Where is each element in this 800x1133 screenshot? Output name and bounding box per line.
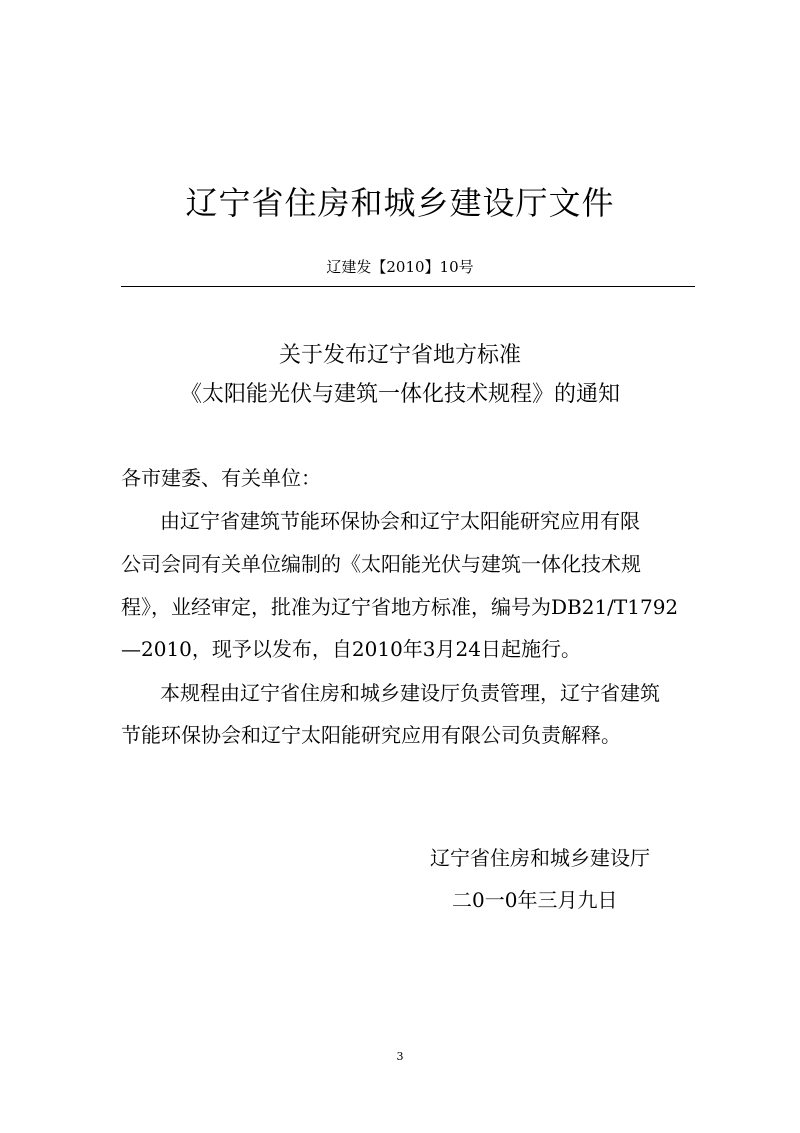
paragraph-1-line-3: 程》，业经审定，批准为辽宁省地方标准，编号为DB21/T1792 [121, 595, 679, 619]
salutation: 各市建委、有关单位： [121, 466, 321, 490]
notice-title-line-1: 关于发布辽宁省地方标准 [278, 343, 521, 368]
header-divider [121, 286, 695, 287]
document-header-title: 辽宁省住房和城乡建设厅文件 [185, 184, 615, 222]
signature-date: 二0一0年三月九日 [452, 888, 618, 912]
paragraph-2-line-1: 本规程由辽宁省住房和城乡建设厅负责管理，辽宁省建筑 [160, 681, 660, 705]
paragraph-1-line-1: 由辽宁省建筑节能环保协会和辽宁太阳能研究应用有限 [160, 509, 640, 533]
notice-title-line-2: 《太阳能光伏与建筑一体化技术规程》的通知 [179, 382, 620, 407]
paragraph-1-line-2: 公司会同有关单位编制的《太阳能光伏与建筑一体化技术规 [121, 552, 641, 576]
paragraph-2-line-2: 节能环保协会和辽宁太阳能研究应用有限公司负责解释。 [121, 723, 621, 747]
paragraph-1-line-4: —2010，现予以发布，自2010年3月24日起施行。 [121, 637, 581, 661]
document-number: 辽建发【2010】10号 [326, 258, 474, 276]
signature-organization: 辽宁省住房和城乡建设厅 [430, 846, 650, 870]
page-number: 3 [396, 1050, 404, 1063]
